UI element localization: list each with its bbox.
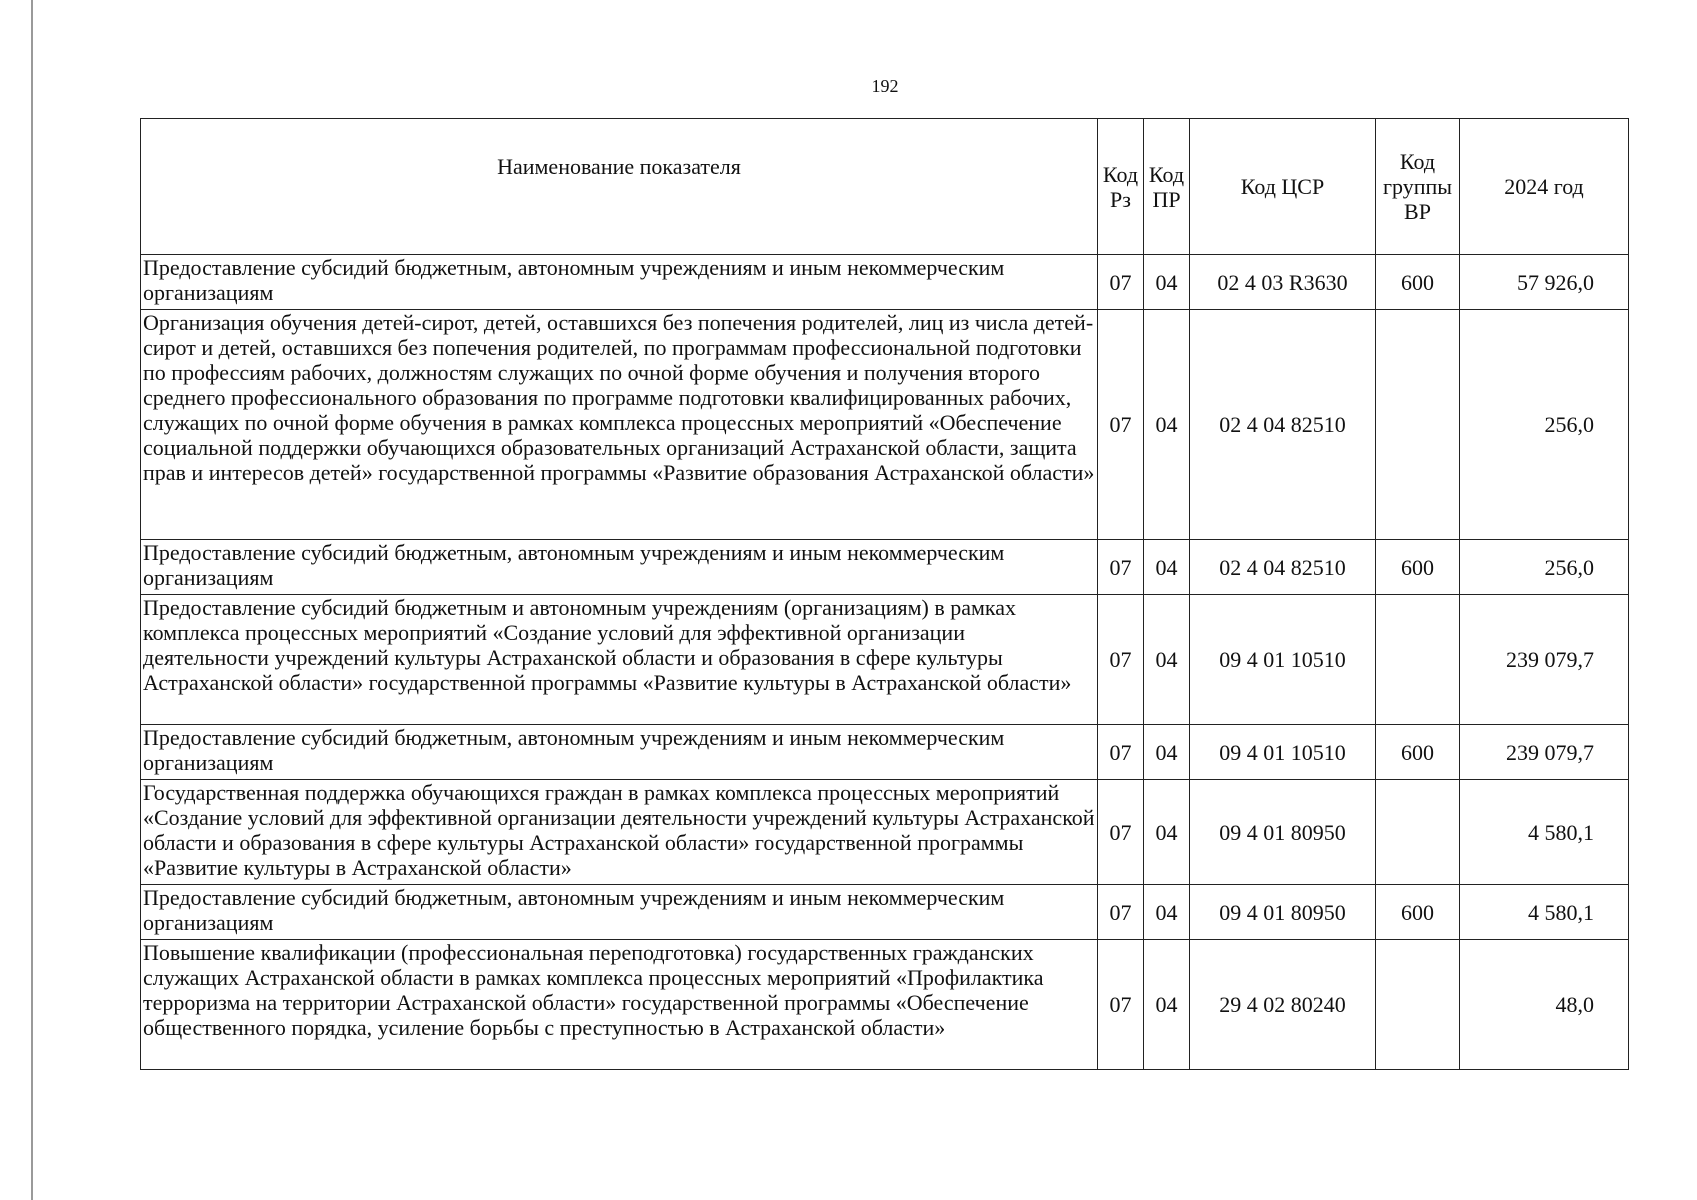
table-row <box>141 780 1629 885</box>
row-vr: 600 <box>1376 885 1460 940</box>
row-rz: 07 <box>1098 940 1144 1070</box>
row-amount: 4 580,1 <box>1460 780 1629 885</box>
row-name: Предоставление субсидий бюджетным, автономным учреждениям и иным некоммерческим организациям <box>141 540 1098 595</box>
row-pr: 04 <box>1144 310 1190 540</box>
row-amount: 48,0 <box>1460 940 1629 1070</box>
header-name: Наименование показателя <box>141 119 1098 255</box>
row-rz: 07 <box>1098 780 1144 885</box>
row-csr: 29 4 02 80240 <box>1190 940 1376 1070</box>
row-csr: 09 4 01 10510 <box>1190 595 1376 725</box>
row-name: Предоставление субсидий бюджетным, автономным учреждениям и иным некоммерческим организациям <box>141 725 1098 780</box>
row-name: Государственная поддержка обучающихся граждан в рамках комплекса процессных мероприятий «Создание условий для эффективной организации деятельности учреждений культуры Астраханской области и образования в сфере культуры Астраханской области» государственной программы «Развитие культуры в Астраханской области» <box>141 780 1098 885</box>
row-pr: 04 <box>1144 540 1190 595</box>
row-vr <box>1376 595 1460 725</box>
row-name: Организация обучения детей-сирот, детей, оставшихся без попечения родителей, лиц из числа детей-сирот и детей, оставшихся без попечения родителей, по программам профессиональной подготовки по профессиям рабочих, должностям служащих по очной форме обучения и получения второго среднего профессионального образования по программе подготовки квалифицированных рабочих, служащих по очной форме обучения в рамках комплекса процессных мероприятий «Обеспечение социальной поддержки обучающихся образовательных организаций Астраханской области, защита прав и интересов детей» государственной программы «Развитие образования Астраханской области» <box>141 310 1098 540</box>
row-pr: 04 <box>1144 780 1190 885</box>
row-pr: 04 <box>1144 255 1190 310</box>
table-header-row <box>141 119 1629 255</box>
row-name: Предоставление субсидий бюджетным, автономным учреждениям и иным некоммерческим организациям <box>141 255 1098 310</box>
budget-table <box>140 118 1629 1070</box>
row-rz: 07 <box>1098 725 1144 780</box>
row-rz: 07 <box>1098 540 1144 595</box>
row-name: Предоставление субсидий бюджетным, автономным учреждениям и иным некоммерческим организациям <box>141 885 1098 940</box>
table-row <box>141 310 1629 540</box>
row-name: Предоставление субсидий бюджетным и автономным учреждениям (организациям) в рамках комплекса процессных мероприятий «Создание условий для эффективной организации деятельности учреждений культуры Астраханской области и образования в сфере культуры Астраханской области» государственной программы «Развитие культуры в Астраханской области» <box>141 595 1098 725</box>
row-csr: 02 4 04 82510 <box>1190 310 1376 540</box>
row-amount: 4 580,1 <box>1460 885 1629 940</box>
scan-edge-line <box>31 0 33 1200</box>
row-csr: 02 4 03 R3630 <box>1190 255 1376 310</box>
row-rz: 07 <box>1098 595 1144 725</box>
row-name: Повышение квалификации (профессиональная переподготовка) государственных гражданских служащих Астраханской области в рамках комплекса процессных мероприятий «Профилактика терроризма на территории Астраханской области» государственной программы «Обеспечение общественного порядка, усиление борьбы с преступностью в Астраханской области» <box>141 940 1098 1070</box>
row-csr: 09 4 01 80950 <box>1190 780 1376 885</box>
page-number: 192 <box>871 76 899 96</box>
row-pr: 04 <box>1144 595 1190 725</box>
row-csr: 09 4 01 80950 <box>1190 885 1376 940</box>
row-amount: 239 079,7 <box>1460 725 1629 780</box>
table-row <box>141 725 1629 780</box>
table-row <box>141 940 1629 1070</box>
header-rz: Код Рз <box>1098 119 1144 255</box>
table-row <box>141 595 1629 725</box>
row-rz: 07 <box>1098 310 1144 540</box>
row-pr: 04 <box>1144 725 1190 780</box>
row-vr <box>1376 780 1460 885</box>
header-vr: Код группы ВР <box>1376 119 1460 255</box>
row-amount: 239 079,7 <box>1460 595 1629 725</box>
row-amount: 57 926,0 <box>1460 255 1629 310</box>
row-csr: 09 4 01 10510 <box>1190 725 1376 780</box>
table-row <box>141 885 1629 940</box>
header-csr: Код ЦСР <box>1190 119 1376 255</box>
row-pr: 04 <box>1144 940 1190 1070</box>
row-amount: 256,0 <box>1460 540 1629 595</box>
table-row <box>141 540 1629 595</box>
row-amount: 256,0 <box>1460 310 1629 540</box>
row-vr <box>1376 310 1460 540</box>
header-pr: Код ПР <box>1144 119 1190 255</box>
row-vr: 600 <box>1376 540 1460 595</box>
table-row <box>141 255 1629 310</box>
row-csr: 02 4 04 82510 <box>1190 540 1376 595</box>
row-vr <box>1376 940 1460 1070</box>
row-pr: 04 <box>1144 885 1190 940</box>
header-year: 2024 год <box>1460 119 1629 255</box>
row-rz: 07 <box>1098 885 1144 940</box>
row-vr: 600 <box>1376 725 1460 780</box>
row-rz: 07 <box>1098 255 1144 310</box>
row-vr: 600 <box>1376 255 1460 310</box>
